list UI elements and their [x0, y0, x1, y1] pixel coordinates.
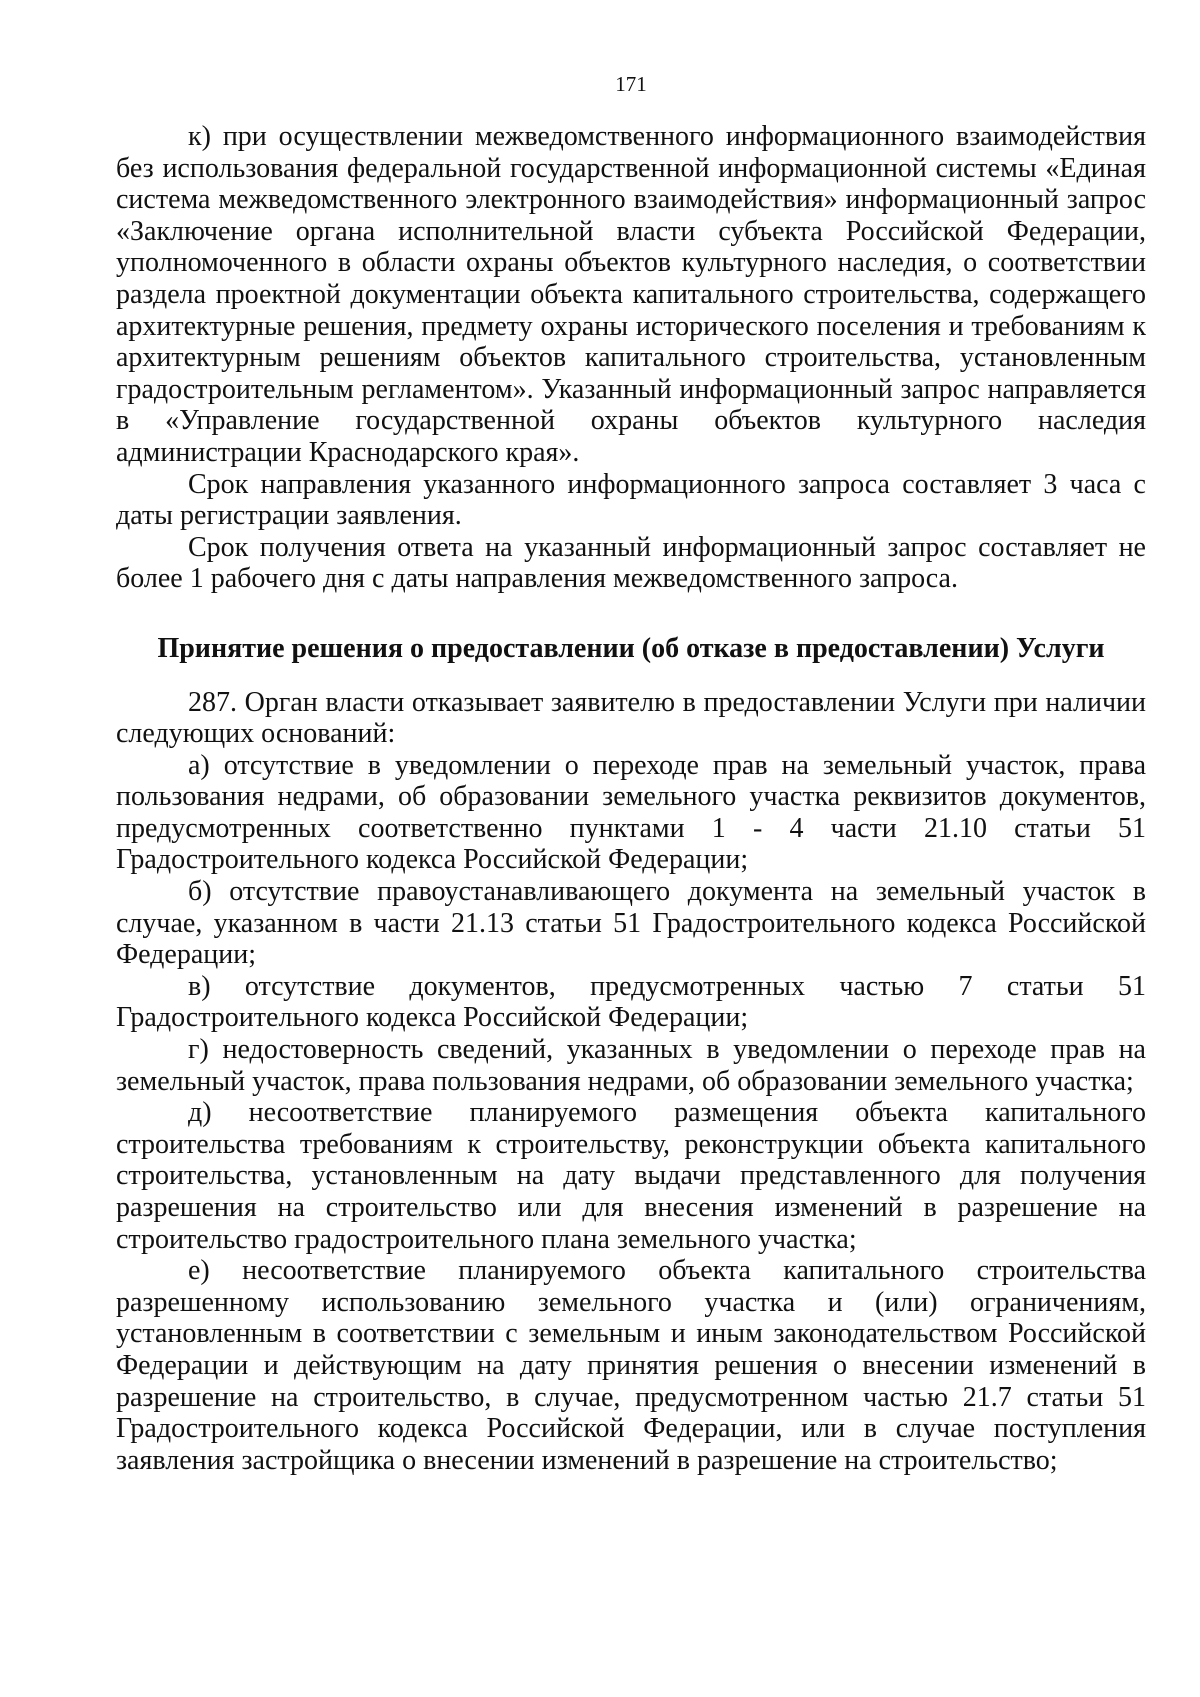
list-item-v: в) отсутствие документов, предусмотренных частью 7 статьи 51 Градостроительного кодекса Российской Федерации; [116, 970, 1146, 1034]
document-body [116, 121, 1146, 1476]
section-heading: Принятие решения о предоставлении (об отказе в предоставлении) Услуги [157, 632, 1105, 664]
paragraph-response-deadline: Срок получения ответа на указанный информационный запрос составляет не более 1 рабочего дня с даты направления межведомственного запроса. [116, 531, 1146, 595]
paragraph-287-refusal-grounds: 287. Орган власти отказывает заявителю в предоставлении Услуги при наличии следующих оснований: [116, 686, 1146, 750]
list-item-g: г) недостоверность сведений, указанных в уведомлении о переходе прав на земельный участок, права пользования недрами, об образовании земельного участка; [116, 1034, 1146, 1097]
list-item-d: д) несоответствие планируемого размещения объекта капитального строительства требованиям к строительству, реконструкции объекта капитального строительства, установленным на дату выдачи представленного для получения разрешения на строительство или для внесения изменений в разрешение на строительство градостроительного плана земельного участка; [116, 1097, 1146, 1255]
list-item-e: е) несоответствие планируемого объекта капитального строительства разрешенному использованию земельного участка и (или) ограничениям, установленным в соответствии с земельным и иным законодательством Российской Федерации и действующим на дату принятия решения о внесении изменений в разрешение на строительство, в случае, предусмотренном частью 21.7 статьи 51 Градостроительного кодекса Российской Федерации, или в случае поступления заявления застройщика о внесении изменений в разрешение на строительство; [116, 1255, 1146, 1476]
page-number: 171 [615, 72, 647, 96]
list-item-a: а) отсутствие в уведомлении о переходе прав на земельный участок, права пользования недрами, об образовании земельного участка реквизитов документов, предусмотренных соответственно пунктами 1 - 4 части 21.10 статьи 51 Градостроительного кодекса Российской Федерации; [116, 749, 1146, 876]
list-item-b: б) отсутствие правоустанавливающего документа на земельный участок в случае, указанном в части 21.13 статьи 51 Градостроительного кодекса Российской Федерации; [116, 876, 1146, 971]
paragraph-k-interagency-request: к) при осуществлении межведомственного информационного взаимодействия без использования федеральной государственной информационной системы «Единая система межведомственного электронного взаимодействия» информационный запрос «Заключение органа исполнительной власти субъекта Российской Федерации, уполномоченного в области охраны объектов культурного наследия, о соответствии раздела проектной документации объекта капитального строительства, содержащего архитектурные решения, предмету охраны исторического поселения и требованиям к архитектурным решениям объектов капитального строительства, установленным градостроительным регламентом». Указанный информационный запрос направляется в «Управление государственной охраны объектов культурного наследия администрации Краснодарского края». [116, 121, 1146, 468]
paragraph-request-deadline: Срок направления указанного информационного запроса составляет 3 часа с даты регистрации заявления. [116, 468, 1146, 532]
